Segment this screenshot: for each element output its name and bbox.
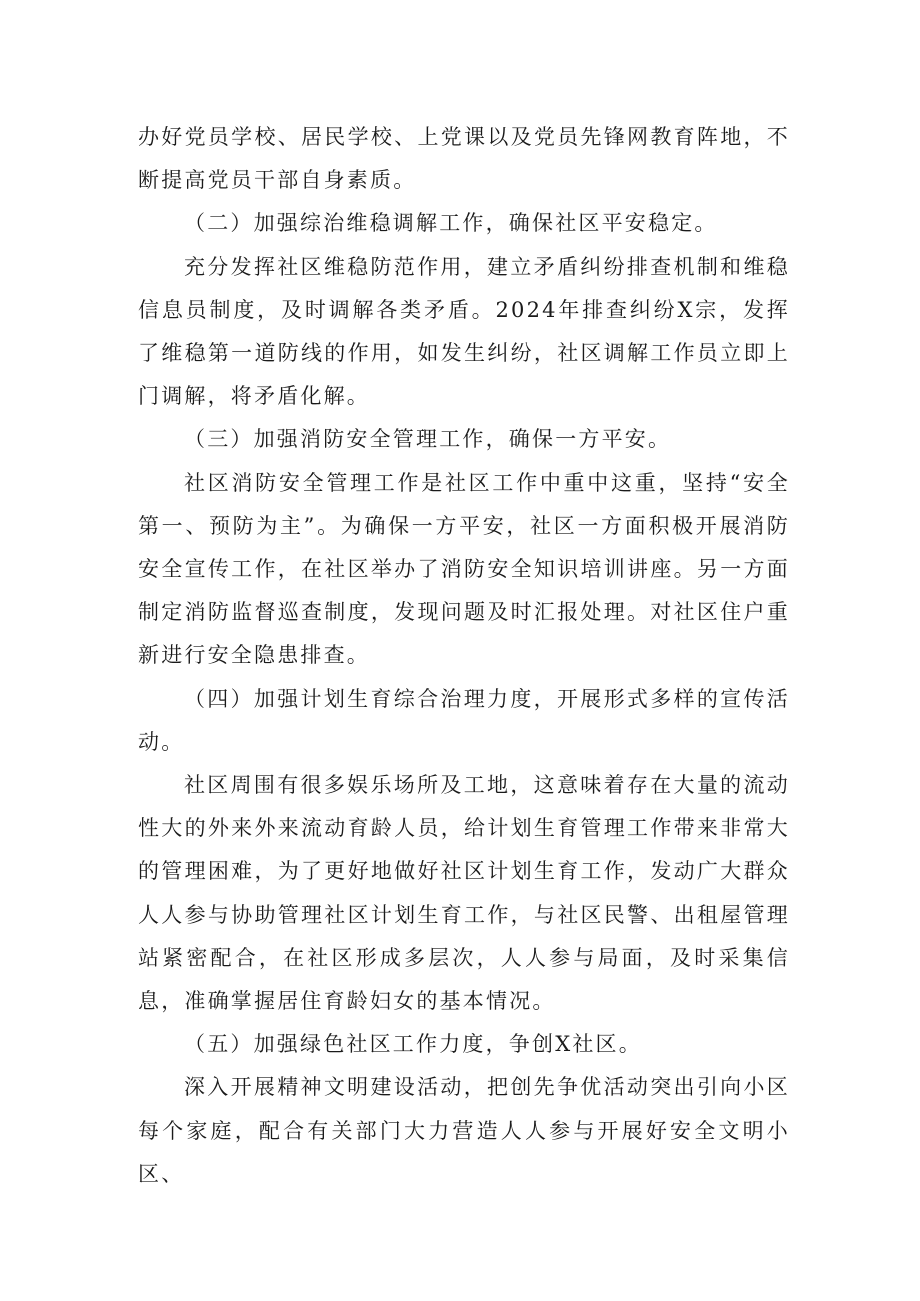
paragraph-stability: 充分发挥社区维稳防范作用，建立矛盾纠纷排查机制和维稳信息员制度，及时调解各类矛盾。2024年排查纠纷X宗，发挥了维稳第一道防线的作用，如发生纠纷，社区调解工作员立即上门调解，将矛盾化解。 — [138, 254, 790, 409]
paragraph-family-planning: 社区周围有很多娱乐场所及工地，这意味着存在大量的流动性大的外来外来流动育龄人员，给计划生育管理工作带来非常大的管理困难，为了更好地做好社区计划生育工作，发动广大群众人人参与协助管理社区计划生育工作，与社区民警、出租屋管理站紧密配合，在社区形成多层次，人人参与局面，及时采集信息，准确掌握居住育龄妇女的基本情况。 — [138, 773, 790, 1014]
paragraph-green-community: 深入开展精神文明建设活动，把创先争优活动突出引向小区每个家庭，配合有关部门大力营造人人参与开展好安全文明小区、 — [138, 1075, 790, 1186]
section-heading-2: （二）加强综治维稳调解工作，确保社区平安稳定。 — [184, 211, 718, 236]
section-heading-3: （三）加强消防安全管理工作，确保一方平安。 — [184, 427, 672, 452]
section-heading-4: （四）加强计划生育综合治理力度，开展形式多样的宣传活动。 — [138, 686, 790, 754]
paragraph-continuation: 办好党员学校、居民学校、上党课以及党员先锋网教育阵地，不断提高党员干部自身素质。 — [138, 125, 790, 193]
document-body — [138, 116, 790, 1196]
section-heading-5: （五）加强绿色社区工作力度，争创X社区。 — [184, 1032, 642, 1057]
paragraph-fire-safety: 社区消防安全管理工作是社区工作中重中这重，坚持“安全第一、预防为主”。为确保一方平安，社区一方面积极开展消防安全宣传工作，在社区举办了消防安全知识培训讲座。另一方面制定消防监督巡查制度，发现问题及时汇报处理。对社区住户重新进行安全隐患排查。 — [138, 470, 790, 668]
